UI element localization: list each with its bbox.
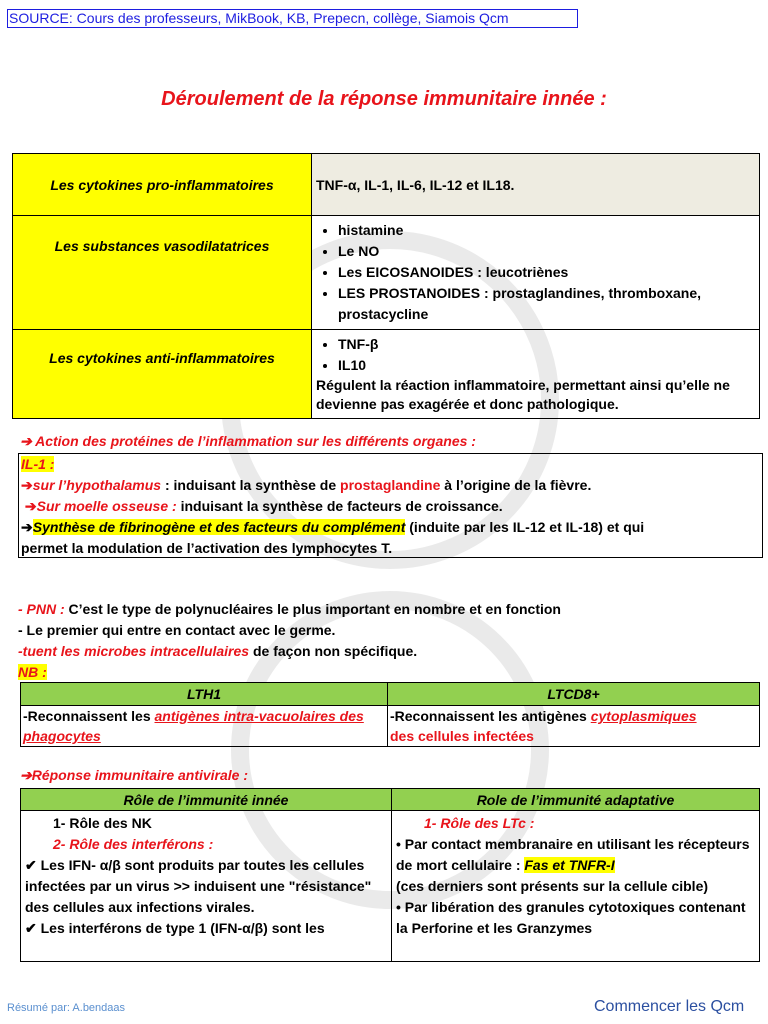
list-item: • IL10 xyxy=(338,355,753,376)
row-value xyxy=(312,330,760,419)
row-label: Les cytokines anti-inflammatoires xyxy=(13,330,312,419)
column-header: LTCD8+ xyxy=(388,683,760,706)
checkmark-icon: ✔ xyxy=(25,920,37,936)
pnn-section: - PNN : C’est le type de polynucléaires le plus important en nombre et en fonction - Le premier qui entre en contact avec le germe. -tuent les microbes intracellulaires de façon non spécifique. NB : xyxy=(18,601,561,680)
table-cell: -Reconnaissent les antigènes cytoplasmiques des cellules infectées xyxy=(388,706,760,747)
list-item: • LES PROSTANOIDES : prostaglandines, thromboxane, prostacycline xyxy=(338,283,753,325)
table-cell: -Reconnaissent les antigènes intra-vacuolaires des phagocytes xyxy=(21,706,388,747)
list-item: • Le NO xyxy=(338,241,753,262)
mediators-table xyxy=(12,153,760,419)
arrow-right-icon: ➔ xyxy=(20,433,32,449)
antiviral-heading: ➔Réponse immunitaire antivirale : xyxy=(20,767,249,783)
footer-author: Résumé par: A.bendaas xyxy=(7,1002,126,1014)
il1-label: IL-1 : xyxy=(21,456,55,472)
antiviral-table xyxy=(20,788,760,962)
row-note: Régulent la réaction inflammatoire, permettant ainsi qu’elle ne devienne pas exagérée et donc pathologique. xyxy=(316,377,730,412)
row-value: TNF-α, IL-1, IL-6, IL-12 et IL18. xyxy=(312,154,760,216)
page-title: Déroulement de la réponse immunitaire innée : xyxy=(161,88,607,110)
arrow-right-icon: ➔ xyxy=(21,519,33,535)
column-header: Rôle de l’immunité innée xyxy=(21,789,392,811)
source-box: SOURCE: Cours des professeurs, MikBook, KB, Prepecn, collège, Siamois Qcm xyxy=(7,9,578,28)
nb-label: NB : xyxy=(18,664,47,680)
row-label: Les substances vasodilatatrices xyxy=(13,216,312,330)
column-header: LTH1 xyxy=(21,683,388,706)
arrow-right-icon: ➔ xyxy=(21,477,33,493)
table-cell: 1- Rôle des LTc : • Par contact membranaire en utilisant les récepteurs de mort cellulaire : Fas et TNFR-I (ces derniers sont présents sur la cellule cible) • Par libération des granules cytotoxiques contenant la Perforine et les Granzymes xyxy=(392,811,760,962)
start-qcm-link[interactable]: Commencer les Qcm xyxy=(594,998,745,1015)
row-label: Les cytokines pro-inflammatoires xyxy=(13,154,312,216)
il1-box: IL-1 : ➔sur l’hypothalamus : induisant la synthèse de prostaglandine à l’origine de la fièvre. ➔Sur moelle osseuse : induisant la synthèse de facteurs de croissance. ➔Synthèse de fibrinogène et des facteurs du complément (induite par les IL-12 et IL-18) et qui permet la modulation de l’activation des lymphocytes T. xyxy=(18,453,763,558)
table-cell: 1- Rôle des NK 2- Rôle des interférons : ✔ Les IFN- α/β sont produits par toutes les cellules infectées par un virus >> induisent une "résistance" des cellules aux infections virales. ✔ Les interférons de type 1 (IFN-α/β) sont les xyxy=(21,811,392,962)
row-value xyxy=(312,216,760,330)
checkmark-icon: ✔ xyxy=(25,857,37,873)
column-header: Role de l’immunité adaptative xyxy=(392,789,760,811)
lt-table xyxy=(20,682,760,747)
arrow-right-icon: ➔ xyxy=(20,767,32,783)
arrow-right-icon: ➔ xyxy=(24,498,37,514)
list-item: • Les EICOSANOIDES : leucotriènes xyxy=(338,262,753,283)
list-item: • TNF-β xyxy=(338,334,753,355)
list-item: • histamine xyxy=(338,220,753,241)
action-heading: ➔ Action des protéines de l’inflammation sur les différents organes : xyxy=(20,433,476,449)
